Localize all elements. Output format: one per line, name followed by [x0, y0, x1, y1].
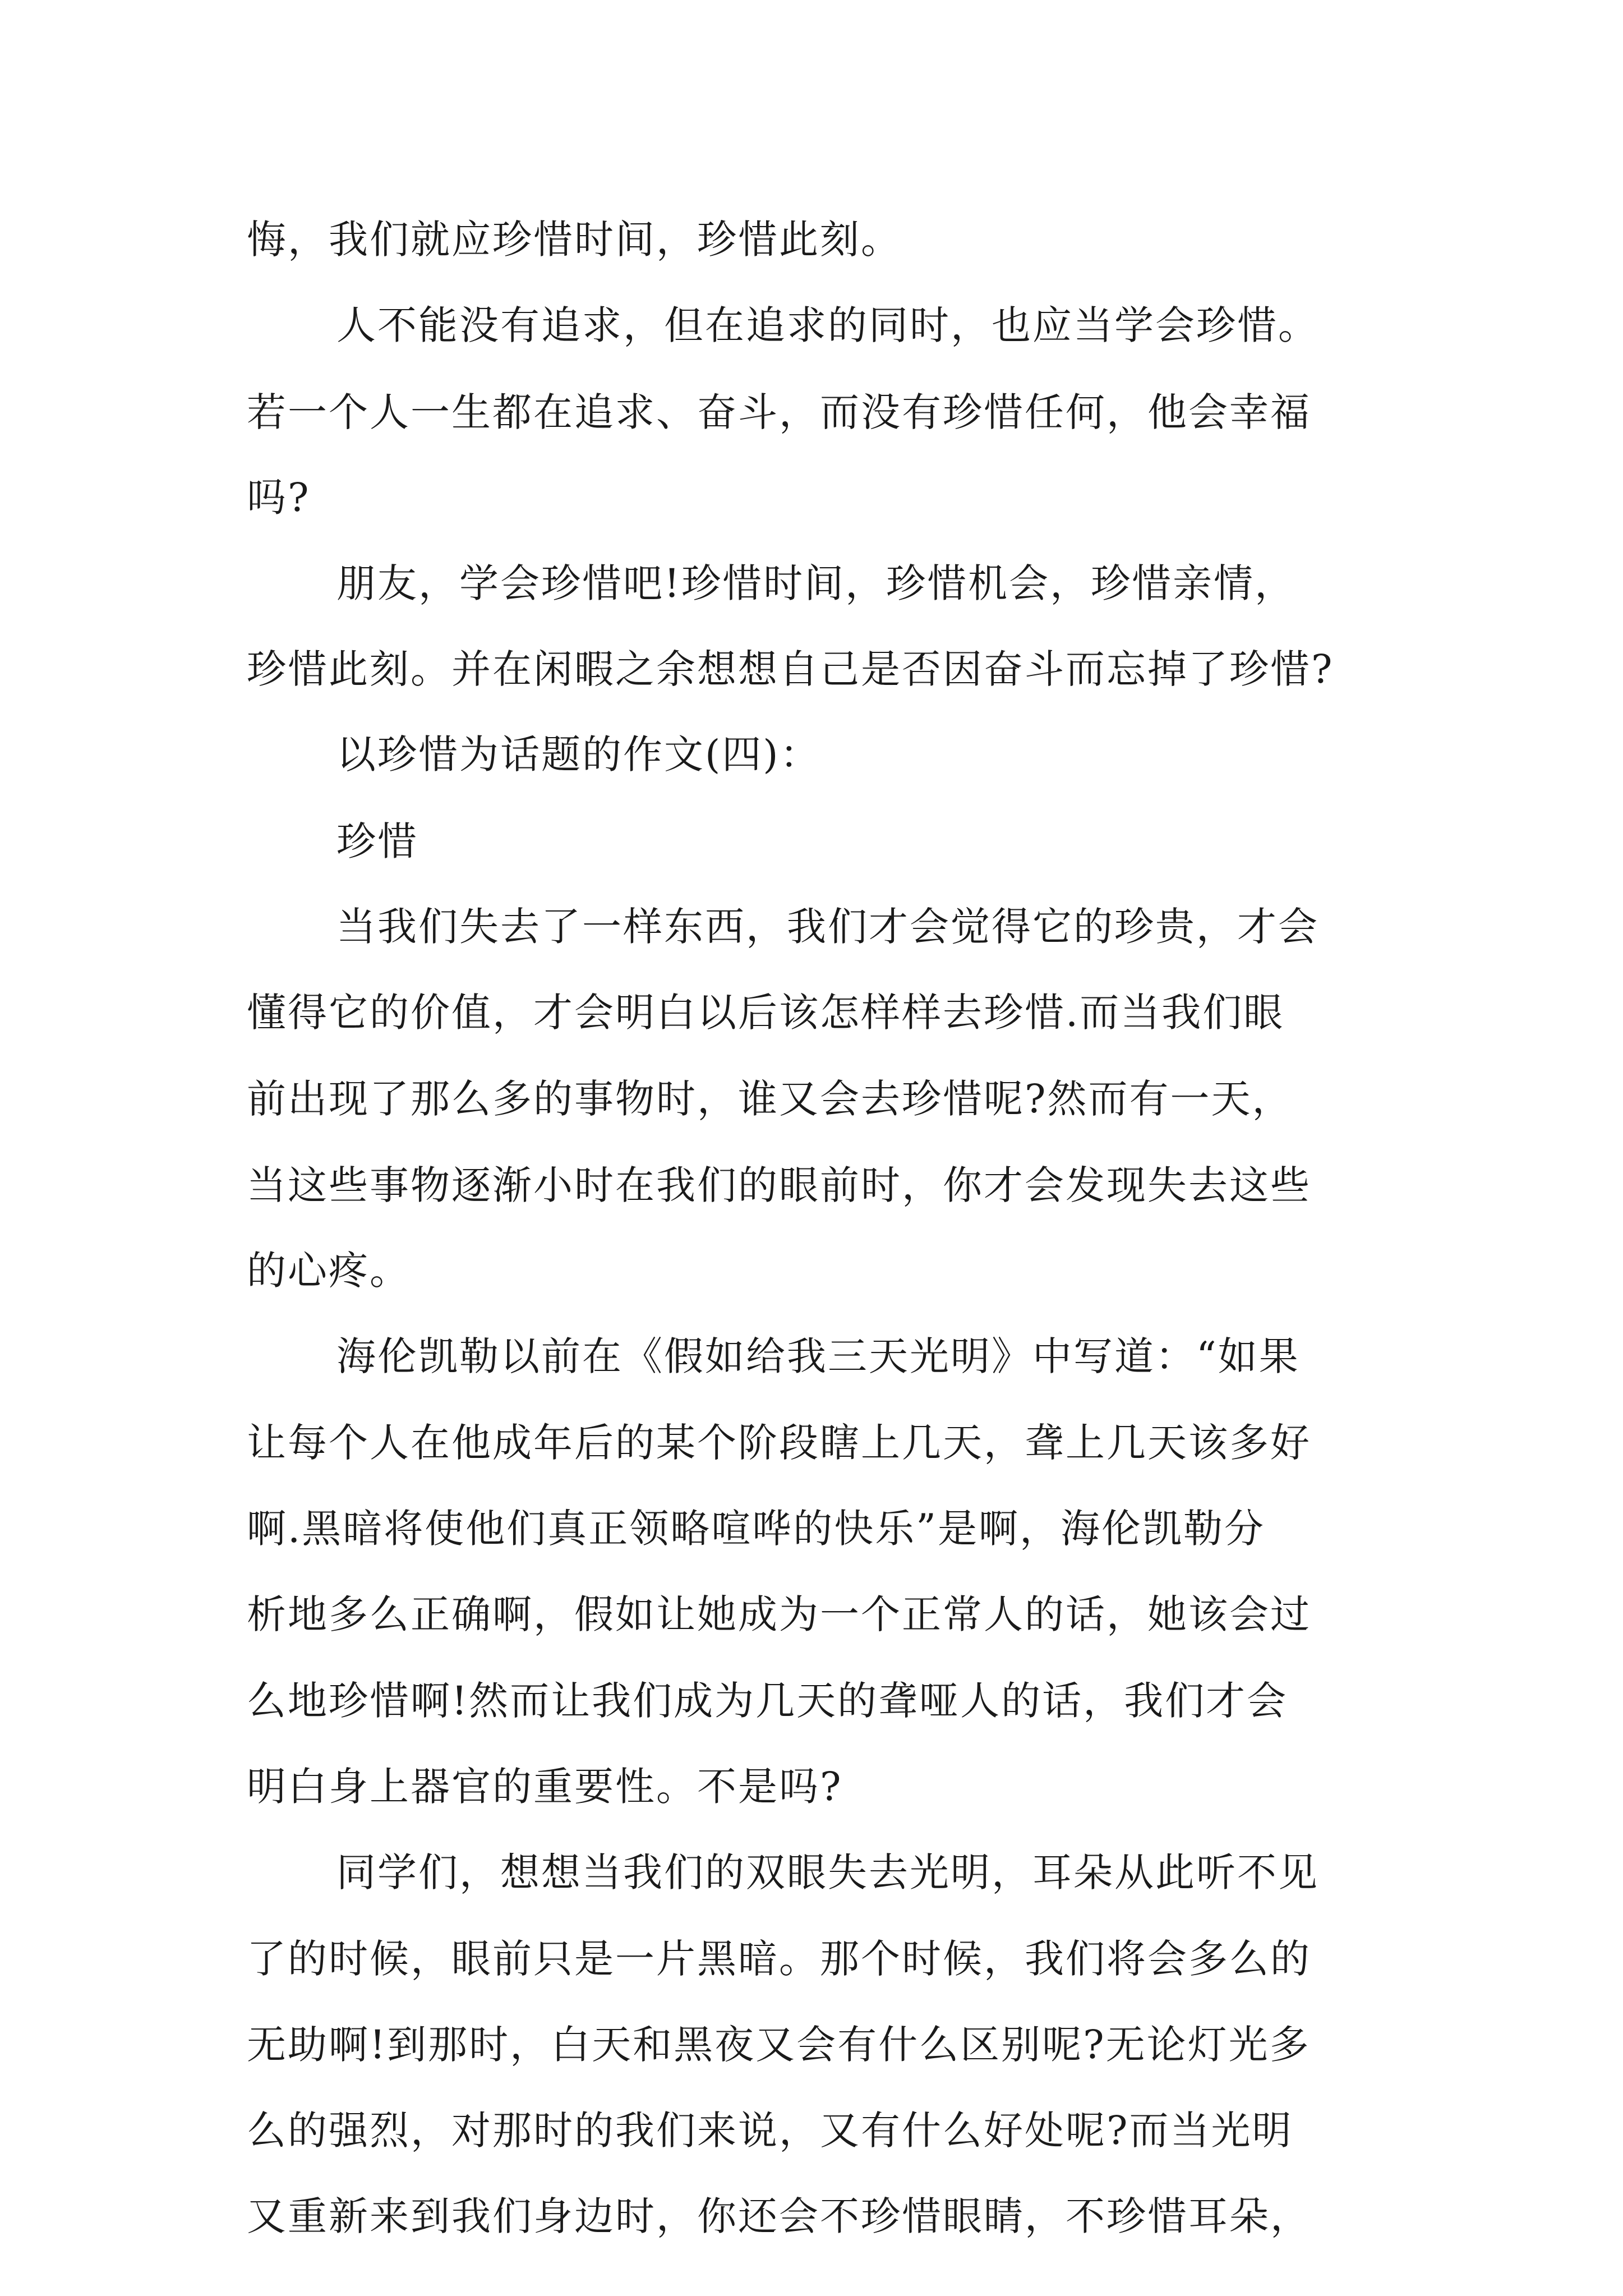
text-line: 悔，我们就应珍惜时间，珍惜此刻。	[247, 217, 902, 263]
text-line: 么地珍惜啊!然而让我们成为几天的聋哑人的话，我们才会	[247, 1678, 1288, 1724]
text-line: 么的强烈，对那时的我们来说，又有什么好处呢?而当光明	[247, 2108, 1293, 2154]
text-line: 无助啊!到那时，白天和黑夜又会有什么区别呢?无论灯光多	[247, 2022, 1311, 2068]
text-line: 当这些事物逐渐小时在我们的眼前时，你才会发现失去这些	[247, 1162, 1311, 1208]
text-line: 的心疼。	[247, 1248, 411, 1294]
section-heading: 以珍惜为话题的作文(四)：	[336, 731, 821, 777]
text-line: 人不能没有追求，但在追求的同时，也应当学会珍惜。	[336, 302, 1319, 348]
text-line: 前出现了那么多的事物时，谁又会去珍惜呢?然而有一天，	[247, 1076, 1293, 1122]
text-line: 啊.黑暗将使他们真正领略喧哗的快乐”是啊，海伦凯勒分	[247, 1506, 1266, 1552]
text-line: 珍惜此刻。并在闲暇之余想想自己是否因奋斗而忘掉了珍惜?	[247, 646, 1334, 692]
text-line: 让每个人在他成年后的某个阶段瞎上几天，聋上几天该多好	[247, 1420, 1311, 1466]
text-line: 同学们，想想当我们的双眼失去光明，耳朵从此听不见	[336, 1849, 1319, 1895]
text-line: 若一个人一生都在追求、奋斗，而没有珍惜任何，他会幸福	[247, 389, 1311, 435]
essay-title: 珍惜	[336, 818, 418, 864]
text-line: 明白身上器官的重要性。不是吗?	[247, 1764, 843, 1810]
text-line: 析地多么正确啊，假如让她成为一个正常人的话，她该会过	[247, 1591, 1311, 1637]
text-line: 朋友，学会珍惜吧!珍惜时间，珍惜机会，珍惜亲情，	[336, 560, 1296, 606]
text-line: 当我们失去了一样东西，我们才会觉得它的珍贵，才会	[336, 904, 1319, 950]
text-line: 又重新来到我们身边时，你还会不珍惜眼睛，不珍惜耳朵，	[247, 2193, 1311, 2239]
text-line: 懂得它的价值，才会明白以后该怎样样去珍惜.而当我们眼	[247, 990, 1285, 1036]
text-line: 吗?	[247, 475, 311, 521]
text-line: 了的时候，眼前只是一片黑暗。那个时候，我们将会多么的	[247, 1936, 1311, 1982]
text-line: 海伦凯勒以前在《假如给我三天光明》中写道：“如果	[336, 1333, 1300, 1379]
